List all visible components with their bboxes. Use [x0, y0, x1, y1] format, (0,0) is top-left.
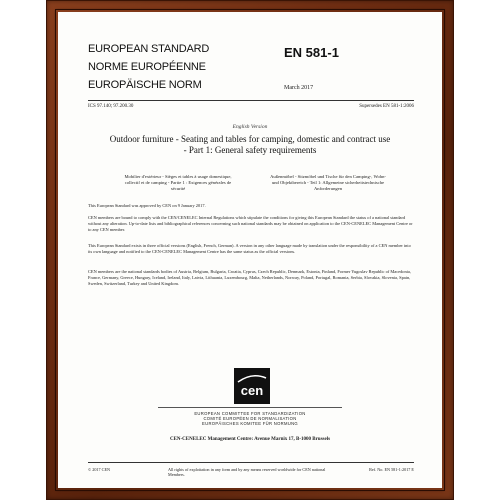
compliance-paragraph: CEN members are bound to comply with the CEN/CENELEC Internal Regulations which stipulate the conditions for giving this European Standard the status of a national standard without any alteration. Up-to-date lists and bibliographical references concerning such national standards may be obtained on application to the CEN-CENELEC Management Centre or to any CEN member. [88, 215, 413, 232]
versions-paragraph: This European Standard exists in three official versions (English, French, German). A version in any other language made by translation under the responsibility of a CEN member into its own language and notified to the CEN-CENELEC Management Centre has the same status as the official versions. [88, 243, 411, 254]
committee-names [158, 411, 342, 426]
standard-name-fr: NORME EUROPÉENNE [88, 61, 206, 73]
standard-number: EN 581-1 [284, 45, 339, 60]
rights-notice: All rights of exploitation in any form and by any means reserved worldwide for CEN national Members. [168, 467, 326, 477]
ics-code: ICS 97.140; 97.200.30 [88, 104, 134, 109]
committee-en: EUROPEAN COMMITTEE FOR STANDARDIZATION [194, 411, 306, 416]
standard-name-de: EUROPÄISCHE NORM [88, 79, 202, 91]
committee-fr: COMITÉ EUROPÉEN DE NORMALISATION [203, 416, 297, 421]
copyright: © 2017 CEN [88, 467, 111, 472]
document-title: Outdoor furniture - Seating and tables for camping, domestic and contract use - Part 1: General safety requirements [109, 134, 391, 155]
members-paragraph: CEN members are the national standards bodies of Austria, Belgium, Bulgaria, Croatia, Cyprus, Czech Republic, Denmark, Estonia, Finland, Former Yugoslav Republic of Macedonia, France, Germany, Greece, Hungary, Iceland, Ireland, Italy, Latvia, Lithuania, Luxembourg, Malta, Netherlands, Norway, Poland, Portugal, Romania, Serbia, Slovakia, Slovenia, Spain, Sweden, Switzerland, Turkey and United Kingdom. [88, 269, 411, 286]
reference-number: Ref. No. EN 581-1:2017 E [369, 467, 414, 472]
supersedes: Supersedes EN 581-1:2006 [359, 104, 414, 109]
version-label: English Version [232, 124, 268, 130]
publication-date: March 2017 [284, 85, 314, 91]
footer-divider [88, 462, 414, 463]
header-divider [88, 100, 414, 101]
management-centre: CEN-CENELEC Management Centre: Avenue Marnix 17, B-1000 Brussels [169, 437, 331, 442]
committee-de: EUROPÄISCHES KOMITEE FÜR NORMUNG [202, 421, 298, 426]
cen-logo-graphic [234, 368, 270, 404]
standard-name-en: EUROPEAN STANDARD [88, 43, 210, 55]
cen-logo [234, 368, 270, 404]
svg-text:cen: cen [240, 383, 264, 398]
logo-divider [158, 407, 342, 408]
title-german: Außenmöbel - Sitzmöbel und Tische für den Camping-, Wohn- und Objektbereich - Teil 1: Allgemeine sicherheitstechnische Anforderungen [270, 174, 386, 191]
approval-paragraph: This European Standard was approved by CEN on 9 January 2017. [88, 203, 206, 208]
certificate-document [58, 12, 442, 488]
picture-frame [46, 0, 454, 500]
title-french: Mobilier d'extérieur - Sièges et tables à usage domestique, collectif et de camping - Partie 1 : Exigences générales de sécurité [124, 174, 232, 191]
